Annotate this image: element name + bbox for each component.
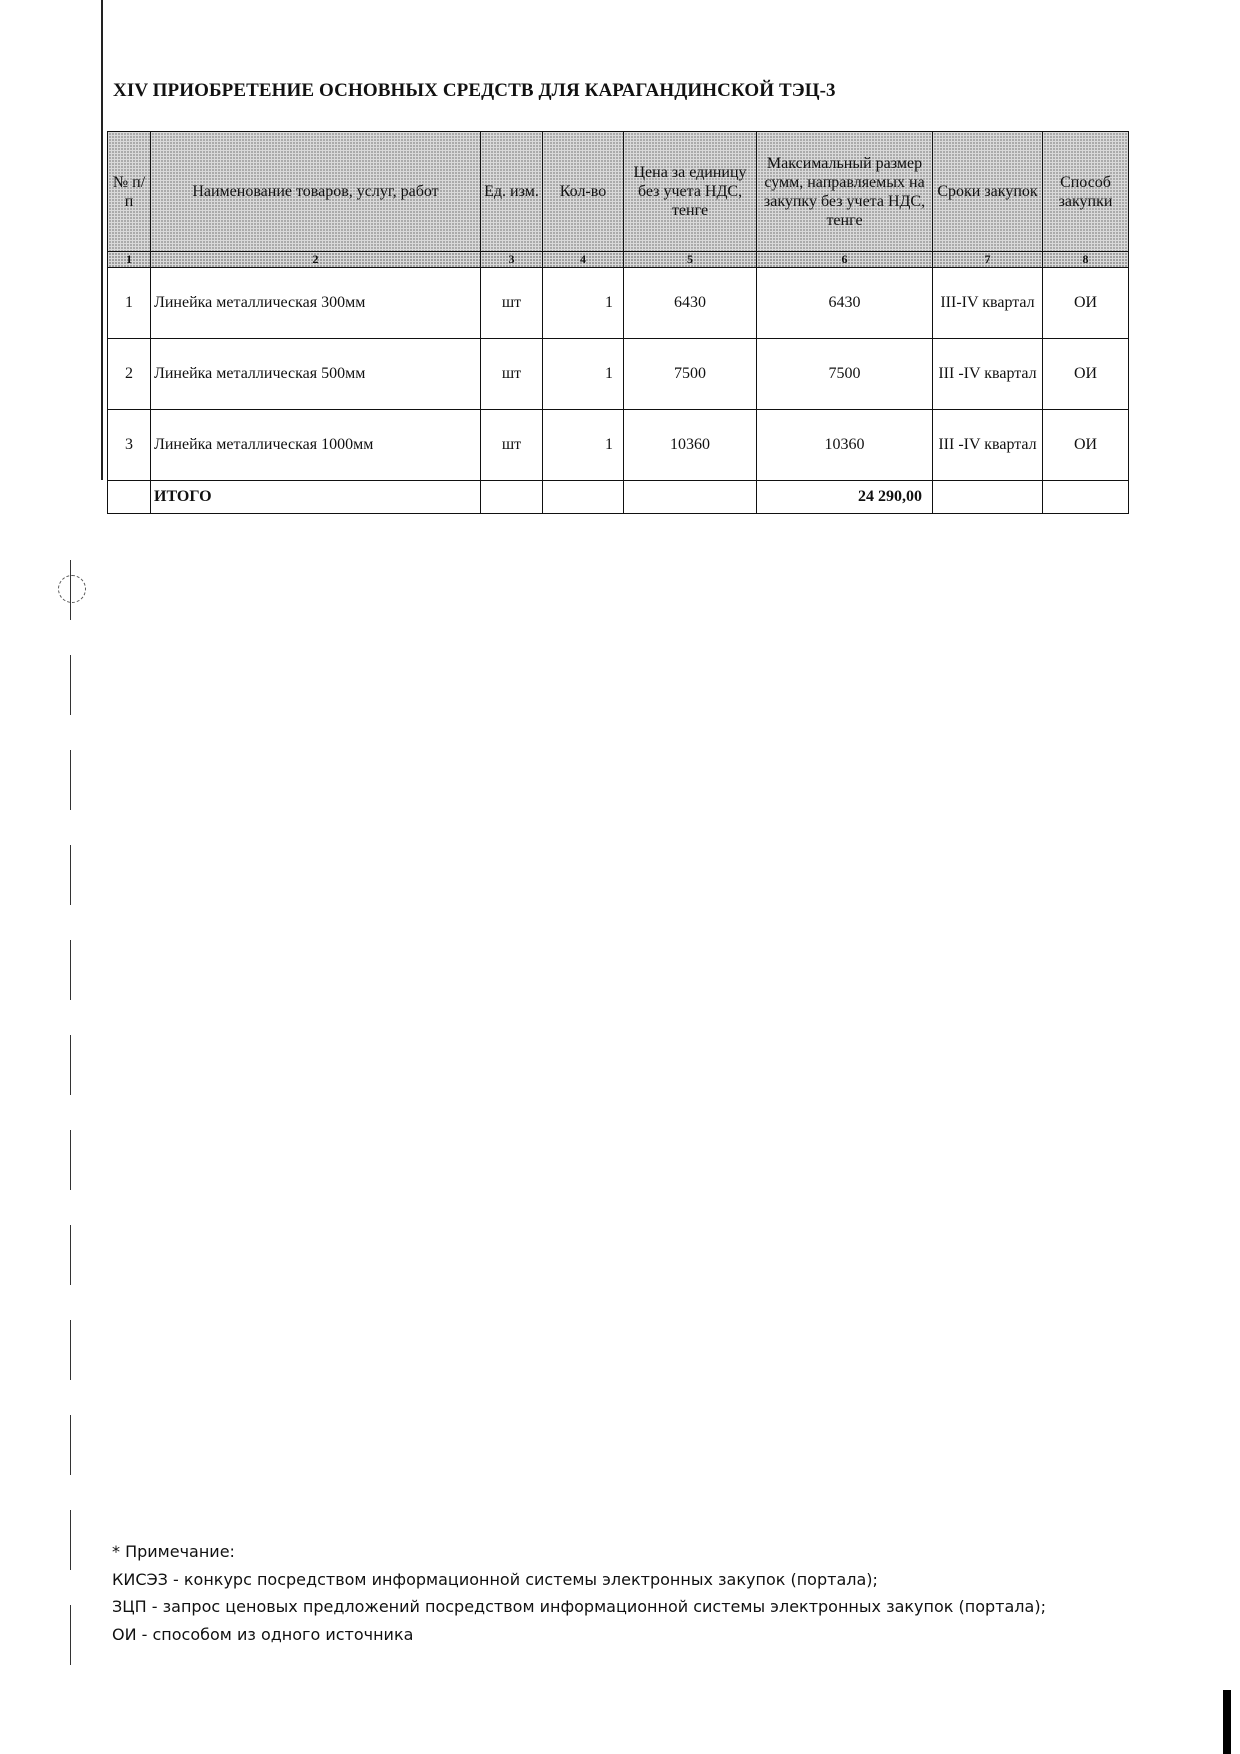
- table-row: [108, 339, 1129, 410]
- column-number: 1: [108, 252, 151, 268]
- row-price: 10360: [624, 410, 757, 481]
- punch-hole: [58, 575, 86, 603]
- row-max-sum: 6430: [757, 268, 933, 339]
- total-row: [108, 481, 1129, 514]
- column-number: 7: [933, 252, 1043, 268]
- procurement-table: [107, 131, 1129, 514]
- row-qty: 1: [543, 339, 624, 410]
- scan-bottom-bar: [1223, 1690, 1231, 1754]
- header-unit: Ед. изм.: [481, 132, 543, 252]
- column-number: 6: [757, 252, 933, 268]
- row-period: III -IV квартал: [933, 339, 1043, 410]
- row-unit: шт: [481, 410, 543, 481]
- header-name: Наименование товаров, услуг, работ: [151, 132, 481, 252]
- column-number: 2: [151, 252, 481, 268]
- header-max-sum: Максимальный размер сумм, направляемых на закупку без учета НДС, тенге: [757, 132, 933, 252]
- row-num: 3: [108, 410, 151, 481]
- row-method: ОИ: [1043, 410, 1129, 481]
- total-value: 24 290,00: [757, 481, 933, 514]
- table-row: [108, 268, 1129, 339]
- row-method: ОИ: [1043, 339, 1129, 410]
- note-line: ЗЦП - запрос ценовых предложений посредством информационной системы электронных закупок (портала);: [112, 1597, 1046, 1616]
- total-empty-cell: [1043, 481, 1129, 514]
- row-price: 7500: [624, 339, 757, 410]
- header-method: Способ закупки: [1043, 132, 1129, 252]
- header-num: № п/п: [108, 132, 151, 252]
- row-method: ОИ: [1043, 268, 1129, 339]
- column-number: 3: [481, 252, 543, 268]
- row-name: Линейка металлическая 300мм: [151, 268, 481, 339]
- total-empty-cell: [624, 481, 757, 514]
- row-price: 6430: [624, 268, 757, 339]
- row-max-sum: 7500: [757, 339, 933, 410]
- document-title: XIV ПРИОБРЕТЕНИЕ ОСНОВНЫХ СРЕДСТВ ДЛЯ КАРАГАНДИНСКОЙ ТЭЦ-3: [113, 80, 836, 101]
- notes-section: [112, 1538, 1046, 1648]
- row-qty: 1: [543, 410, 624, 481]
- table-header-row: [108, 132, 1129, 252]
- table-row: [108, 410, 1129, 481]
- total-empty-cell: [543, 481, 624, 514]
- scan-edge-line: [101, 0, 103, 480]
- row-unit: шт: [481, 339, 543, 410]
- column-number: 4: [543, 252, 624, 268]
- header-price: Цена за единицу без учета НДС, тенге: [624, 132, 757, 252]
- row-period: III -IV квартал: [933, 410, 1043, 481]
- total-empty-cell: [481, 481, 543, 514]
- column-number: 5: [624, 252, 757, 268]
- row-period: III-IV квартал: [933, 268, 1043, 339]
- row-name: Линейка металлическая 1000мм: [151, 410, 481, 481]
- row-unit: шт: [481, 268, 543, 339]
- total-empty-cell: [108, 481, 151, 514]
- note-line: КИСЭЗ - конкурс посредством информационной системы электронных закупок (портала);: [112, 1569, 878, 1589]
- header-qty: Кол-во: [543, 132, 624, 252]
- row-num: 1: [108, 268, 151, 339]
- notes-heading: * Примечание:: [112, 1542, 235, 1561]
- scan-margin-line: [70, 560, 71, 1680]
- column-number-row: [108, 252, 1129, 268]
- total-empty-cell: [933, 481, 1043, 514]
- column-number: 8: [1043, 252, 1129, 268]
- row-max-sum: 10360: [757, 410, 933, 481]
- row-qty: 1: [543, 268, 624, 339]
- note-line: ОИ - способом из одного источника: [112, 1624, 414, 1644]
- header-period: Сроки закупок: [933, 132, 1043, 252]
- row-name: Линейка металлическая 500мм: [151, 339, 481, 410]
- total-label: ИТОГО: [151, 481, 481, 514]
- row-num: 2: [108, 339, 151, 410]
